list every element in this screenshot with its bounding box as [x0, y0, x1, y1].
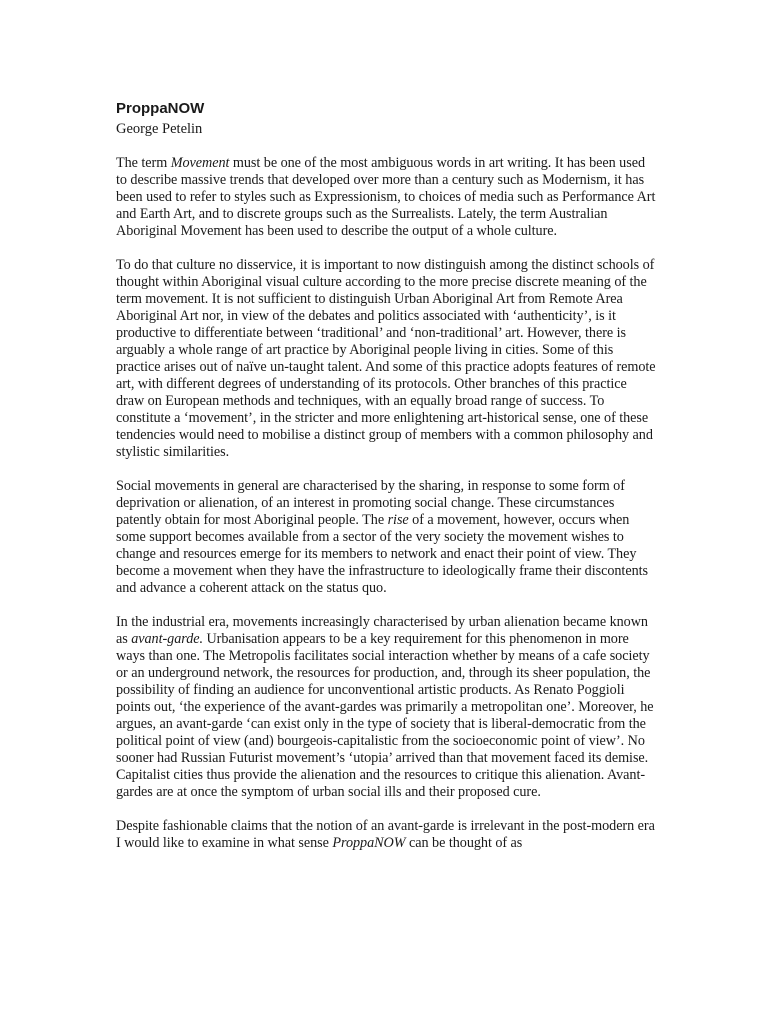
italic-text-run: ProppaNOW: [332, 835, 406, 851]
paragraph-4: [116, 614, 656, 801]
text-run: In the industrial era, movements increasingly characterised by urban alienation became known as: [116, 614, 648, 647]
document-author: George Petelin: [116, 121, 203, 137]
paragraph-3: [116, 478, 656, 597]
paragraph-5: [116, 818, 656, 852]
text-run: To do that culture no disservice, it is important to now distinguish among the distinct schools of thought within Aboriginal visual culture according to the more precise discrete meaning of the term movement. It is not sufficient to distinguish Urban Aboriginal Art from Remote Area Aboriginal Art nor, in view of the debates and politics associated with ‘authenticity’, is it productive to differentiate between ‘traditional’ and ‘non-traditional’ art. However, there is arguably a whole range of art practice by Aboriginal people living in cities. Some of this practice arises out of naïve un-taught talent. And some of this practice adopts features of remote art, with different degrees of understanding of its protocols. Other branches of this practice draw on European methods and techniques, with an equally broad range of success. To constitute a ‘movement’, in the stricter and more enlightening art-historical sense, one of these tendencies would need to mobilise a distinct group of members with a common philosophy and stylistic similarities.: [116, 257, 656, 460]
text-run: The term: [116, 155, 171, 171]
italic-text-run: Movement: [170, 155, 230, 171]
text-run: can be thought of as: [405, 835, 523, 851]
text-run: must be one of the most ambiguous words in art writing. It has been used to describe massive trends that developed over more than a century such as Modernism, it has been used to refer to styles such as Expressionism, to choices of media such as Performance Art and Earth Art, and to discrete groups such as the Surrealists. Lately, the term Australian Aboriginal Movement has been used to describe the output of a whole culture.: [116, 155, 656, 239]
document-title: ProppaNOW: [116, 100, 205, 117]
document-body: [116, 155, 656, 852]
text-run: Urbanisation appears to be a key requirement for this phenomenon in more ways than one. The Metropolis facilitates social interaction whether by means of a cafe society or an underground network, the resources for production, and, through its sheer population, the possibility of finding an audience for unconventional artistic products. As Renato Poggioli points out, ‘the experience of the avant-gardes was primarily a metropolitan one’. Moreover, he argues, an avant-garde ‘can exist only in the type of society that is liberal-democratic from the political point of view (and) bourgeois-capitalistic from the socioeconomic point of view’. No sooner had Russian Futurist movement’s ‘utopia’ arrived than that movement faced its demise. Capitalist cities thus provide the alienation and the resources to critique this alienation. Avant-gardes are at once the symptom of urban social ills and their proposed cure.: [116, 631, 654, 800]
text-run: Despite fashionable claims that the notion of an avant-garde is irrelevant in the post-modern era I would like to examine in what sense: [116, 818, 655, 851]
text-run: Social movements in general are characterised by the sharing, in response to some form of deprivation or alienation, of an interest in promoting social change. These circumstances patently obtain for most Aboriginal people. The: [116, 478, 625, 528]
paragraph-2: [116, 257, 656, 461]
document-page: [116, 99, 656, 869]
paragraph-1: [116, 155, 656, 240]
italic-text-run: rise: [387, 512, 409, 528]
text-run: of a movement, however, occurs when some support becomes available from a sector of the very society the movement wishes to change and resources emerge for its members to network and enact their point of view. They become a movement when they have the infrastructure to ideologically frame their discontents and advance a coherent attack on the status quo.: [116, 512, 648, 596]
italic-text-run: avant-garde.: [131, 631, 203, 647]
